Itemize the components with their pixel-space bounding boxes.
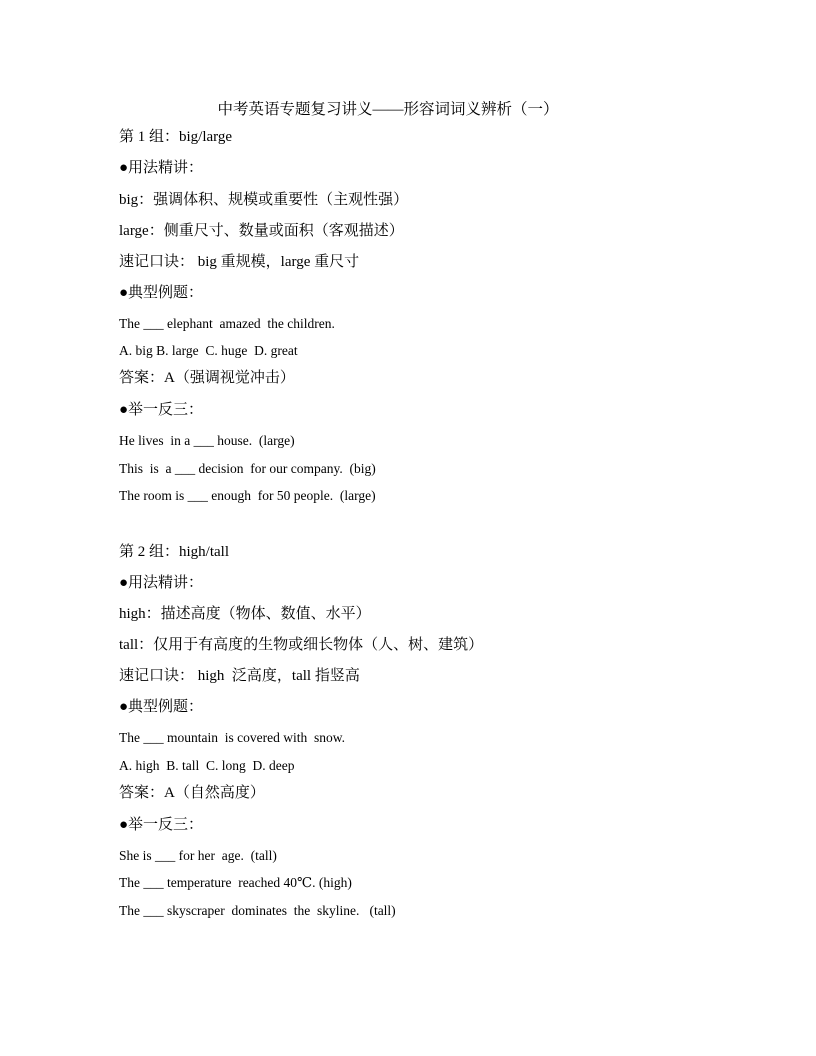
example-question: The ___ elephant amazed the children. bbox=[119, 316, 335, 331]
example-options: A. big B. large C. huge D. great bbox=[119, 343, 298, 358]
practice-line: The ___ temperature reached 40℃. (high) bbox=[119, 875, 352, 890]
answer: 答案：A（强调视觉冲击） bbox=[119, 370, 295, 386]
example-heading: ●典型例题： bbox=[119, 699, 204, 715]
usage-heading: ●用法精讲： bbox=[119, 575, 204, 591]
mnemonic: 速记口诀： big 重规模，large 重尺寸 bbox=[119, 254, 360, 270]
practice-heading: ●举一反三： bbox=[119, 402, 204, 418]
mnemonic: 速记口诀： high 泛高度，tall 指竖高 bbox=[119, 668, 360, 684]
usage-line: large：侧重尺寸、数量或面积（客观描述） bbox=[119, 223, 404, 239]
practice-line: She is ___ for her age. (tall) bbox=[119, 848, 277, 863]
example-options: A. high B. tall C. long D. deep bbox=[119, 758, 295, 773]
practice-line: He lives in a ___ house. (large) bbox=[119, 433, 295, 448]
usage-line: high：描述高度（物体、数值、水平） bbox=[119, 606, 371, 622]
usage-heading: ●用法精讲： bbox=[119, 160, 204, 176]
practice-line: The room is ___ enough for 50 people. (large) bbox=[119, 488, 376, 503]
group-heading: 第 2 组：high/tall bbox=[119, 544, 229, 560]
example-question: The ___ mountain is covered with snow. bbox=[119, 730, 345, 745]
usage-line: tall：仅用于有高度的生物或细长物体（人、树、建筑） bbox=[119, 637, 484, 653]
answer: 答案：A（自然高度） bbox=[119, 785, 265, 801]
practice-line: This is a ___ decision for our company. (big) bbox=[119, 461, 376, 476]
usage-line: big：强调体积、规模或重要性（主观性强） bbox=[119, 192, 409, 208]
document-title: 中考英语专题复习讲义——形容词词义辨析（一） bbox=[217, 101, 559, 118]
example-heading: ●典型例题： bbox=[119, 285, 204, 301]
group-heading: 第 1 组：big/large bbox=[119, 129, 233, 145]
practice-heading: ●举一反三： bbox=[119, 817, 204, 833]
practice-line: The ___ skyscraper dominates the skyline. (tall) bbox=[119, 903, 396, 918]
